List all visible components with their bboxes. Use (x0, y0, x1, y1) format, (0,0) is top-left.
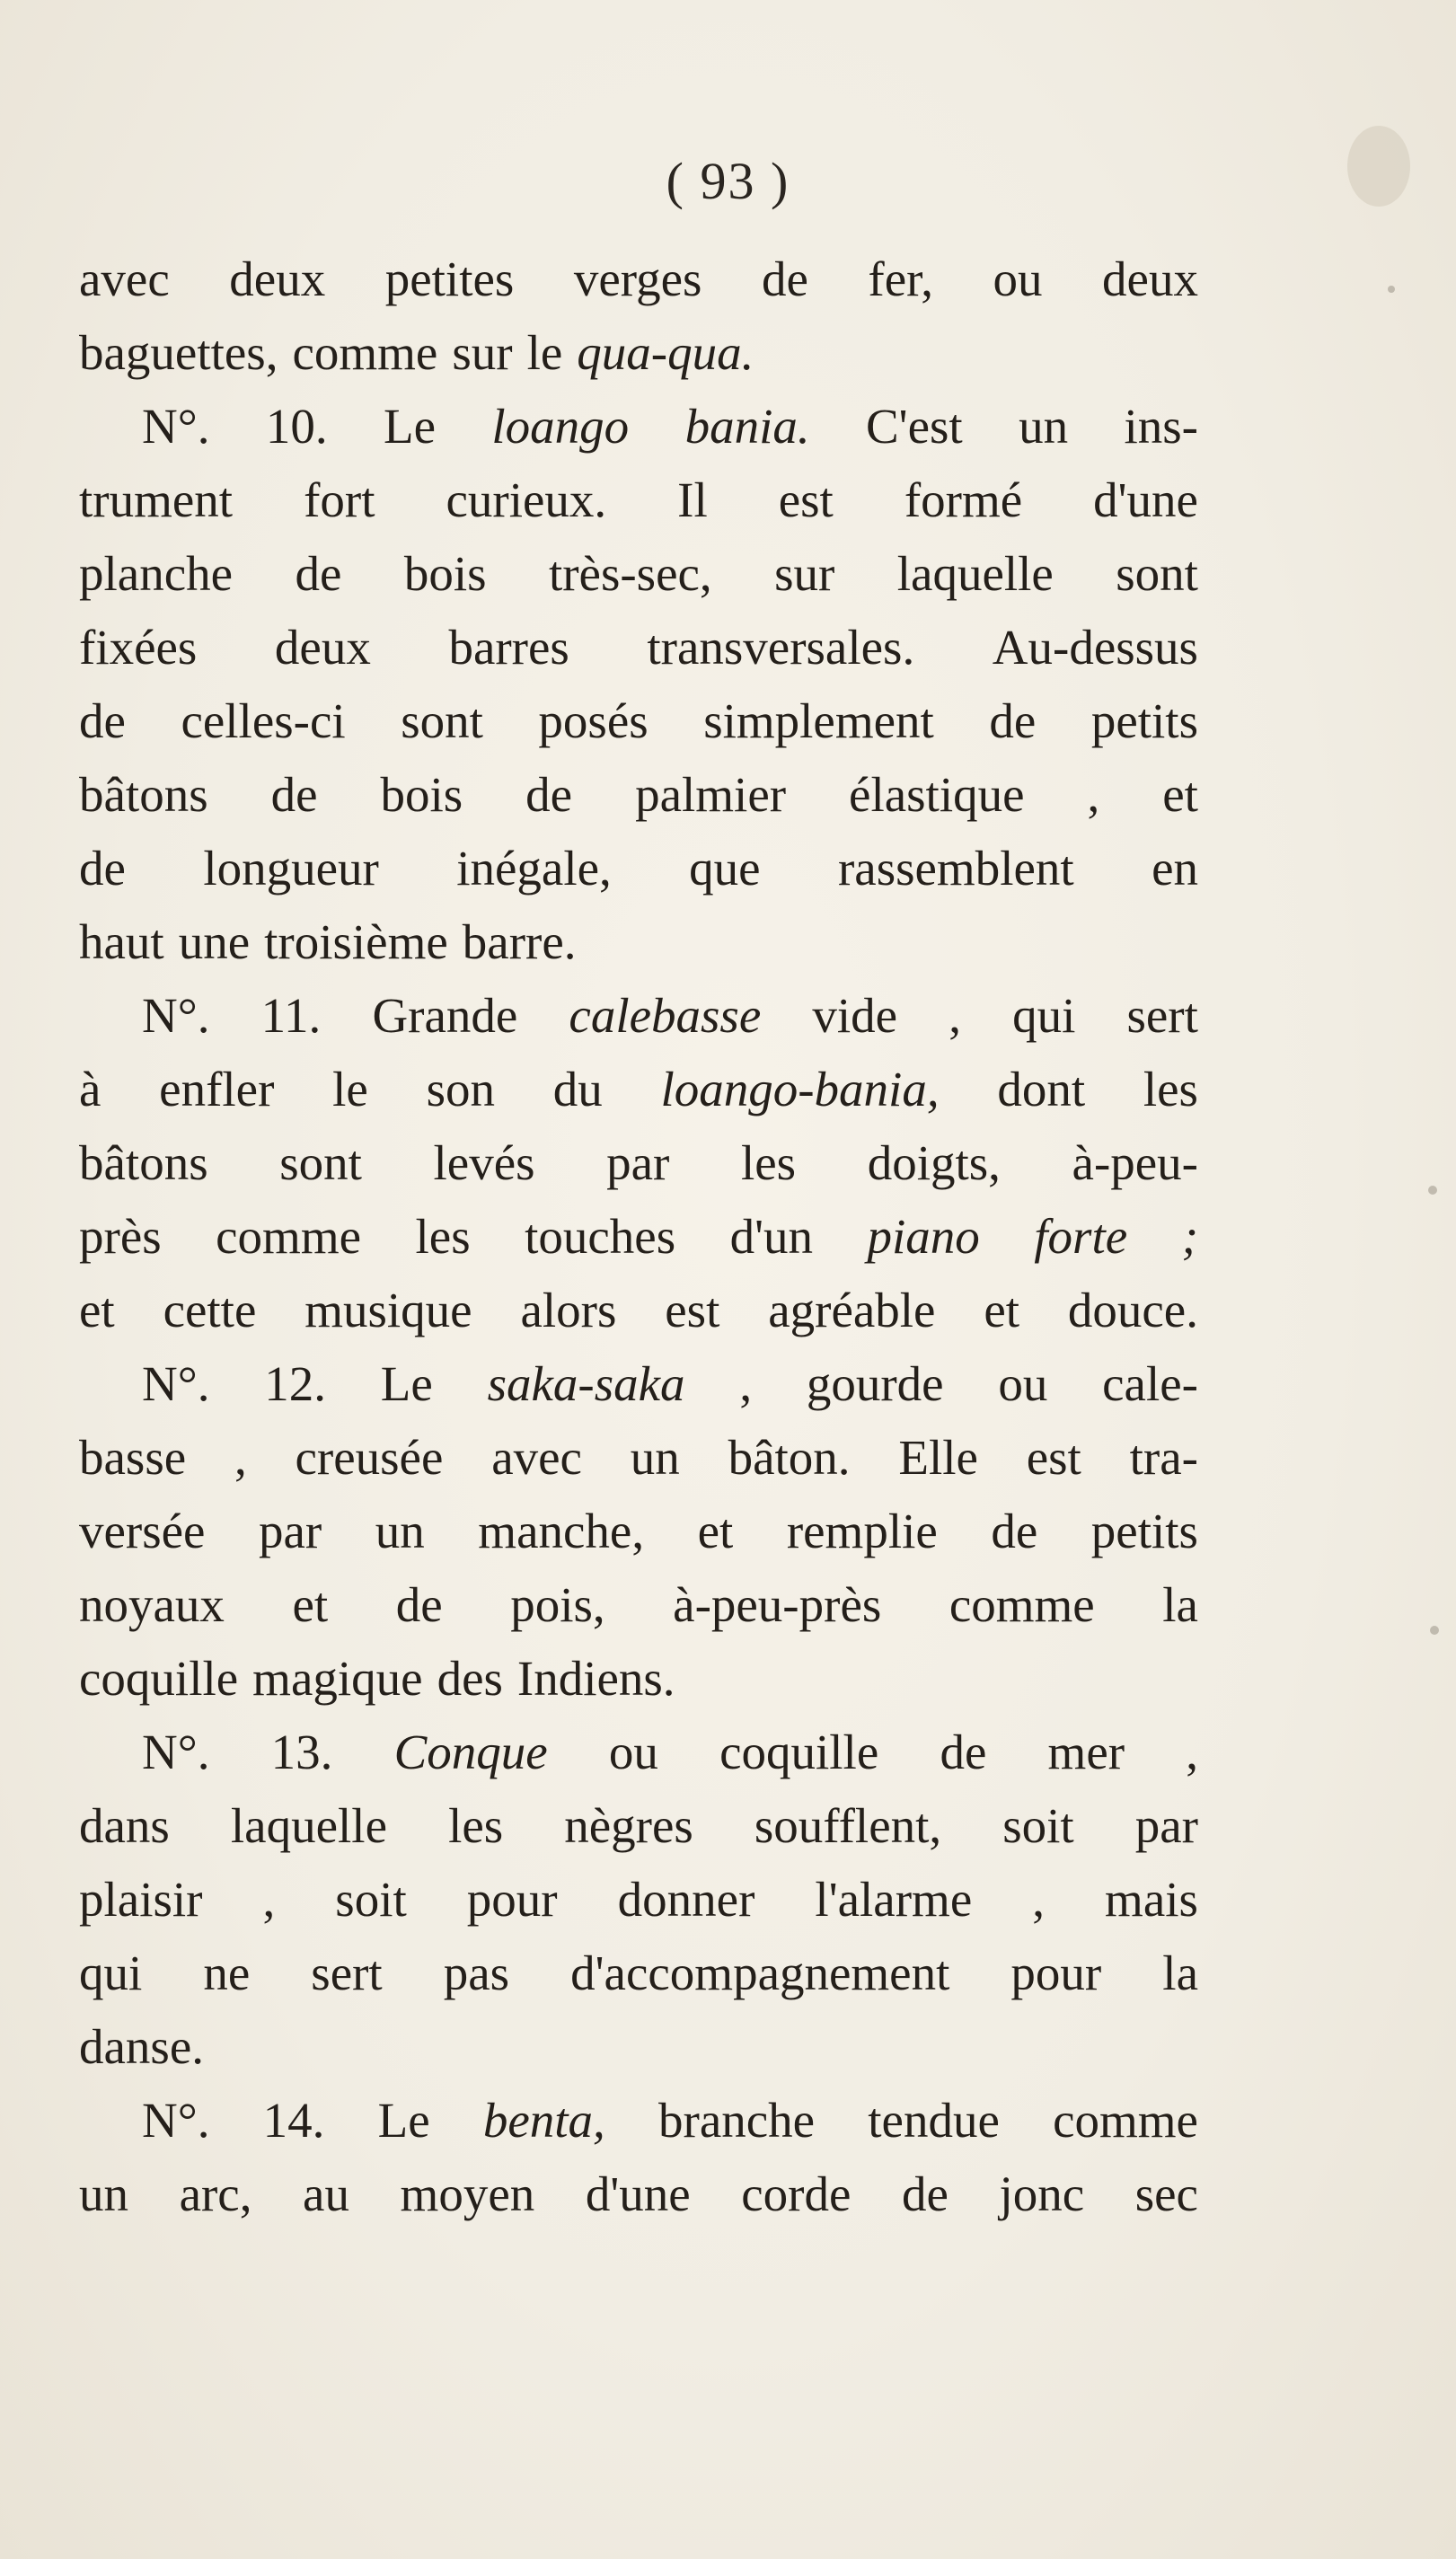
word: ne (203, 1946, 251, 2000)
word: l'alarme (815, 1872, 973, 1927)
word: un (1019, 399, 1069, 454)
text-line (79, 758, 1198, 832)
word: branche (658, 2093, 816, 2148)
word: forte (1034, 1209, 1128, 1264)
word: qui (79, 1946, 143, 2000)
word: avec (491, 1430, 582, 1485)
word: à-peu-près (673, 1577, 882, 1632)
word: loango (491, 399, 630, 454)
word: bâtons (79, 767, 208, 822)
word: bois (380, 767, 463, 822)
word: bâtons (79, 1135, 208, 1190)
word: remplie (786, 1504, 938, 1558)
text-line (79, 1716, 1198, 1789)
word: sont (401, 693, 483, 748)
word: par (606, 1135, 670, 1190)
word: ou (608, 1725, 658, 1779)
word: inégale, (456, 841, 612, 896)
word: et (697, 1504, 734, 1558)
word: par (1134, 1798, 1198, 1853)
word: et (292, 1577, 329, 1632)
word: Grande (372, 988, 518, 1043)
word: N°. (142, 2093, 210, 2148)
word: les (448, 1798, 504, 1853)
word: douce. (1067, 1283, 1198, 1337)
word: 14. (262, 2093, 325, 2148)
word: pour (466, 1872, 558, 1927)
word: un (630, 1430, 680, 1485)
word: levés (433, 1135, 535, 1190)
word: cette (163, 1283, 257, 1337)
word: et (1162, 767, 1198, 822)
paper-speck (1388, 286, 1395, 293)
text-line (79, 1053, 1198, 1126)
word: mer (1047, 1725, 1125, 1779)
word: la (1162, 1577, 1198, 1632)
word: pas (443, 1946, 510, 2000)
word: des (437, 1651, 503, 1706)
word: arc, (179, 2166, 252, 2221)
text-line (79, 1126, 1198, 1200)
word: comme (949, 1577, 1095, 1632)
text-line (79, 463, 1198, 537)
text-line (79, 684, 1198, 758)
word: fixées (79, 620, 198, 675)
word: corde (741, 2166, 852, 2221)
word: du (552, 1062, 603, 1116)
word: Conque (393, 1725, 548, 1779)
word: bania. (684, 399, 810, 454)
word: Elle (898, 1430, 978, 1485)
word: le (332, 1062, 368, 1116)
word: calebasse (569, 988, 762, 1043)
word: Le (384, 399, 437, 454)
word: une (178, 914, 251, 969)
text-line (79, 1347, 1198, 1421)
word: près (79, 1209, 162, 1264)
text-line (79, 537, 1198, 611)
word: doigts, (867, 1135, 1001, 1190)
word: fort (304, 472, 375, 527)
word: d'accompagnement (570, 1946, 950, 2000)
text-line (79, 1642, 1198, 1716)
word: barre. (462, 914, 577, 969)
word: verges (573, 251, 702, 306)
word: , (1087, 767, 1100, 822)
word: palmier (635, 767, 787, 822)
word: 12. (264, 1356, 326, 1411)
word: dont (997, 1062, 1086, 1116)
word: comme (1053, 2093, 1198, 2148)
word: , (1186, 1725, 1198, 1779)
word: 10. (265, 399, 328, 454)
word: de (79, 693, 126, 748)
word: sur (452, 325, 513, 380)
word: , (234, 1430, 247, 1485)
word: C'est (866, 399, 963, 454)
word: fer, (868, 251, 933, 306)
word: transversales. (647, 620, 915, 675)
word: tendue (868, 2093, 1000, 2148)
text-line (79, 2084, 1198, 2158)
text-line (79, 1495, 1198, 1568)
word: de (270, 767, 318, 822)
word: touches (525, 1209, 676, 1264)
word: planche (79, 546, 234, 601)
word: coquille (79, 1651, 239, 1706)
word: gourde (806, 1356, 944, 1411)
word: longueur (203, 841, 379, 896)
word: que (689, 841, 761, 896)
word: , (262, 1872, 276, 1927)
word: soit (1002, 1798, 1074, 1853)
text-line (79, 243, 1198, 316)
word: piano (867, 1209, 980, 1264)
word: un (79, 2166, 128, 2221)
text-line (79, 1789, 1198, 1863)
word: élastique (849, 767, 1025, 822)
word: coquille (719, 1725, 879, 1779)
word: vide (812, 988, 898, 1043)
paper-speck (1430, 1626, 1439, 1635)
word: bois (403, 546, 487, 601)
word: rassemblent (837, 841, 1074, 896)
word: laquelle (230, 1798, 387, 1853)
word: trument (79, 472, 234, 527)
word: de (525, 767, 573, 822)
word: alors (520, 1283, 617, 1337)
word: ou (993, 251, 1043, 306)
word: N°. (142, 988, 210, 1043)
word: moyen (400, 2166, 535, 2221)
word: petits (1090, 1504, 1198, 1558)
word: les (1143, 1062, 1198, 1116)
word: plaisir (79, 1872, 203, 1927)
word: creusée (295, 1430, 444, 1485)
word: deux (229, 251, 326, 306)
word: deux (1102, 251, 1198, 306)
word: qui (1012, 988, 1076, 1043)
word: d'une (585, 2166, 691, 2221)
word: est (1026, 1430, 1081, 1485)
word: , (949, 988, 961, 1043)
word: la (1162, 1946, 1198, 2000)
word: par (259, 1504, 322, 1558)
word: au (303, 2166, 349, 2221)
word: Indiens. (516, 1651, 675, 1706)
text-line (79, 905, 1198, 979)
word: musique (304, 1283, 472, 1337)
word: manche, (478, 1504, 645, 1558)
word: avec (79, 251, 170, 306)
word: de (940, 1725, 987, 1779)
paper-speck (1428, 1186, 1437, 1195)
word: à (79, 1062, 101, 1116)
word: Au-dessus (992, 620, 1198, 675)
word: enfler (159, 1062, 275, 1116)
word: agréable (768, 1283, 936, 1337)
word: comme (216, 1209, 362, 1264)
word: de (295, 546, 342, 601)
word: soufflent, (754, 1798, 942, 1853)
word: bâton. (728, 1430, 851, 1485)
word: celles-ci (181, 693, 346, 748)
word: deux (274, 620, 371, 675)
word: de (395, 1577, 443, 1632)
word: dans (79, 1798, 170, 1853)
word: barres (448, 620, 569, 675)
word: versée (79, 1504, 206, 1558)
text-line (79, 1937, 1198, 2010)
text-line (79, 390, 1198, 463)
word: simplement (703, 693, 934, 748)
word: mais (1105, 1872, 1198, 1927)
word: cale- (1102, 1356, 1198, 1411)
word: N°. (142, 1356, 210, 1411)
word: comme (292, 325, 438, 380)
word: benta, (482, 2093, 605, 2148)
word: ; (1181, 1209, 1198, 1264)
word: laquelle (896, 546, 1054, 601)
word: le (526, 325, 563, 380)
text-line (79, 1863, 1198, 1937)
word: , (1032, 1872, 1046, 1927)
word: de (761, 251, 808, 306)
word: Le (380, 1356, 433, 1411)
word: pois, (510, 1577, 605, 1632)
word: est (665, 1283, 720, 1337)
word: pour (1010, 1946, 1102, 2000)
text-line (79, 1568, 1198, 1642)
word: saka-saka (487, 1356, 685, 1411)
word: sert (1126, 988, 1198, 1043)
word: soit (335, 1872, 407, 1927)
word: sert (311, 1946, 383, 2000)
word: un (375, 1504, 425, 1558)
word: qua-qua. (577, 325, 754, 380)
word: les (415, 1209, 471, 1264)
word: troisième (264, 914, 448, 969)
word: donner (617, 1872, 755, 1927)
word: et (79, 1283, 115, 1337)
word: de (991, 1504, 1038, 1558)
word: les (740, 1135, 797, 1190)
text-line (79, 1274, 1198, 1347)
word: basse (79, 1430, 187, 1485)
word: baguettes, (79, 325, 278, 380)
word: ou (998, 1356, 1048, 1411)
word: loango-bania, (660, 1062, 940, 1116)
word: sont (1116, 546, 1198, 601)
word: à-peu- (1072, 1135, 1198, 1190)
word: ins- (1124, 399, 1198, 454)
word: nègres (564, 1798, 693, 1853)
word: de (989, 693, 1037, 748)
word: haut (79, 914, 164, 969)
text-line (79, 832, 1198, 905)
word: d'un (729, 1209, 814, 1264)
word: Le (377, 2093, 430, 2148)
word: magique (252, 1651, 423, 1706)
word: N°. (142, 399, 210, 454)
word: jonc (999, 2166, 1085, 2221)
word: sec (1134, 2166, 1198, 2221)
word: formé (904, 472, 1023, 527)
word: tra- (1129, 1430, 1198, 1485)
word: N°. (142, 1725, 210, 1779)
word: 13. (270, 1725, 333, 1779)
text-line (79, 1421, 1198, 1495)
text-line (79, 979, 1198, 1053)
text-line (79, 1200, 1198, 1274)
word: petits (1090, 693, 1198, 748)
word: est (778, 472, 834, 527)
word: d'une (1093, 472, 1198, 527)
word: très-sec, (548, 546, 712, 601)
text-line (79, 2158, 1198, 2231)
word: petites (384, 251, 515, 306)
text-line (79, 611, 1198, 684)
word: et (984, 1283, 1020, 1337)
text-line (79, 316, 1198, 390)
word: noyaux (79, 1577, 225, 1632)
page-number: ( 93 ) (666, 152, 790, 210)
word: , (739, 1356, 753, 1411)
word: de (901, 2166, 949, 2221)
word: Il (677, 472, 708, 527)
word: posés (538, 693, 649, 748)
text-line (79, 2010, 1198, 2084)
word: son (426, 1062, 495, 1116)
word: en (1152, 841, 1198, 896)
word: 11. (260, 988, 322, 1043)
word: danse. (79, 2019, 204, 2074)
word: curieux. (446, 472, 607, 527)
word: de (79, 841, 126, 896)
word: sont (279, 1135, 362, 1190)
word: sur (774, 546, 835, 601)
